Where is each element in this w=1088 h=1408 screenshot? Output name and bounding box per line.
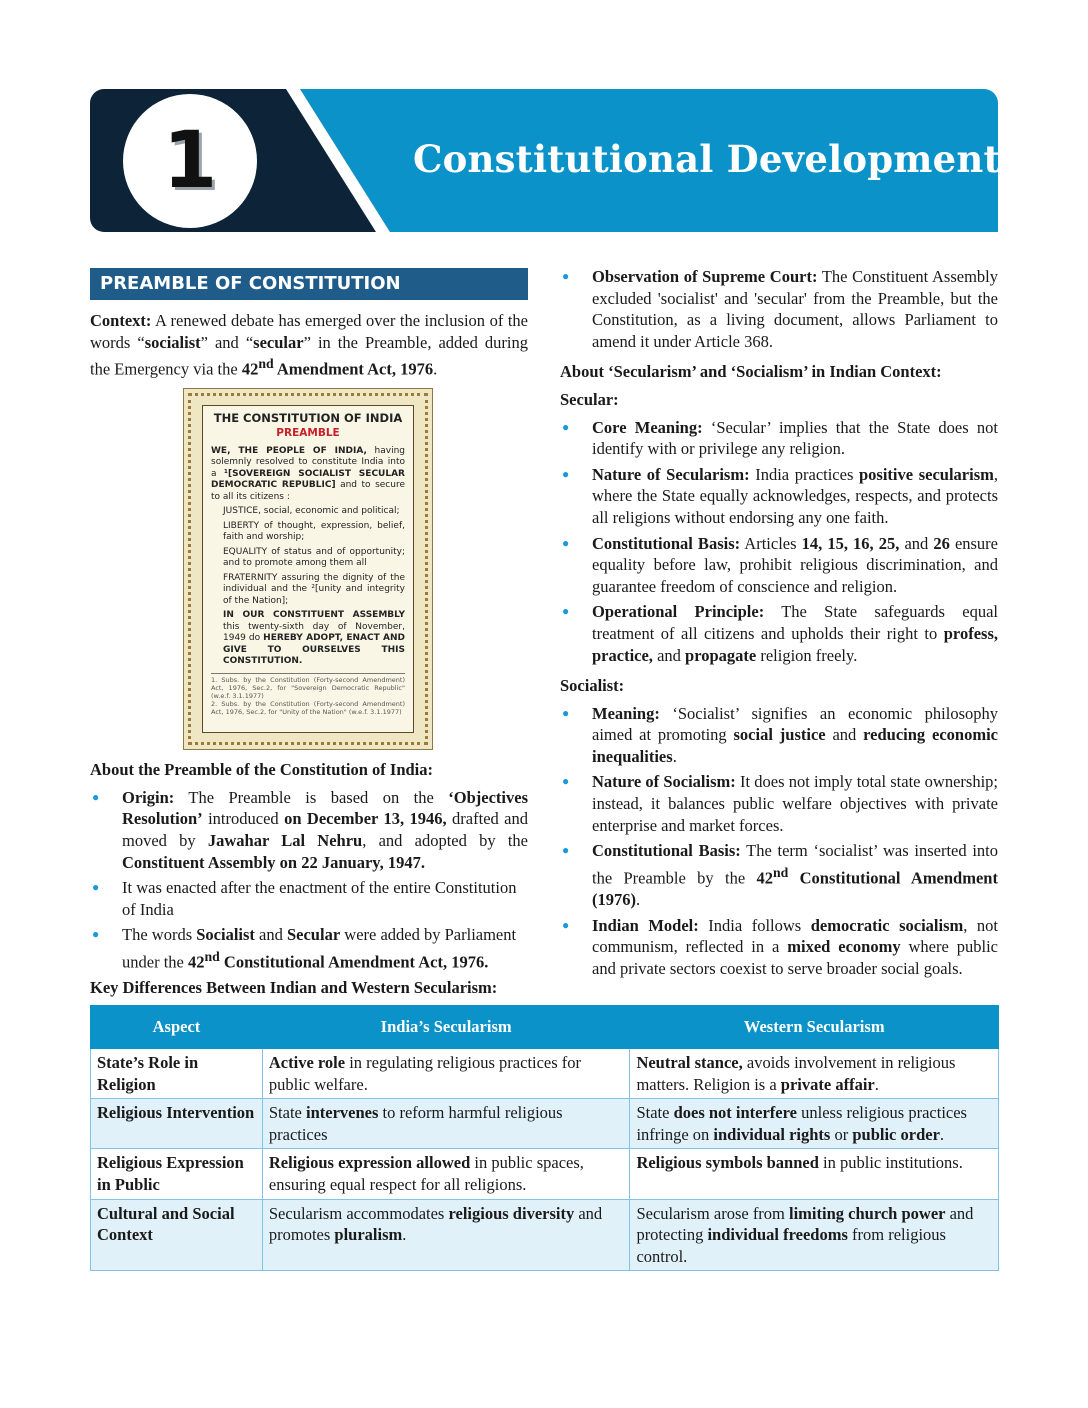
preamble-image: [183, 388, 433, 750]
context-text: A renewed debate has emerged over the inclusion of the words “: [90, 311, 528, 352]
bullet-text: .: [672, 746, 677, 766]
bullet-bold: ‘Objectives Resolution’: [122, 787, 528, 829]
cell-bold: Neutral stance,: [636, 1053, 743, 1072]
table-row: [91, 1049, 999, 1099]
cell-bold: individual rights: [713, 1124, 831, 1144]
bullet-label: Constitutional Basis:: [592, 533, 741, 553]
bullet-label: Origin:: [122, 787, 175, 807]
bullet-text: The Preamble is based on the: [174, 787, 449, 807]
preamble-intro-text: and to secure to all its citizens :: [211, 480, 405, 502]
western-cell: [630, 1099, 999, 1149]
context-text: ” and “: [200, 332, 254, 352]
bullet-text: , where the State equally acknowledges, respects, and protects all religions without endorsing any one faith.: [592, 464, 998, 527]
western-cell: [630, 1199, 999, 1271]
bullet-label: Observation of Supreme Court:: [592, 267, 818, 286]
cell-bold: individual freedoms: [707, 1225, 848, 1245]
bullet-text: ‘Secular’ implies that the State does not identify with or privilege any religion.: [592, 417, 998, 459]
context-amend: Amendment Act, 1976: [273, 359, 434, 379]
aspect-cell: Religious Intervention: [91, 1099, 263, 1149]
context-text: ” in the Preamble, added during the Emergency via the: [90, 332, 528, 379]
cell-bold: public order: [852, 1124, 940, 1144]
cell-text: and protecting: [636, 1203, 974, 1245]
cell-bold: religious diversity: [448, 1203, 575, 1223]
bullet-constitutional-basis-secular: [560, 533, 998, 598]
preamble-equality: EQUALITY of status and of opportunity; and to promote among them all: [223, 546, 405, 569]
bullet-text: and: [254, 925, 287, 945]
bullet-label: Nature of Socialism:: [592, 772, 736, 792]
bullet-bold: democratic socialism: [810, 915, 964, 935]
cell-text: in regulating religious practices for public welfare.: [268, 1053, 582, 1094]
secularism-comparison-table: [90, 1005, 999, 1271]
bullet-text: and: [899, 533, 934, 553]
context-sup: nd: [258, 356, 274, 372]
bullet-text: India follows: [698, 915, 811, 935]
secularism-socialism-heading: About ‘Secularism’ and ‘Socialism’ in Indian Context:: [560, 362, 942, 382]
bullet-origin: [90, 787, 528, 873]
context-word: secular: [253, 332, 304, 352]
column-header: India’s Secularism: [262, 1006, 630, 1049]
cell-text: Secularism arose from: [636, 1203, 790, 1223]
aspect-cell: Religious Expression in Public: [91, 1149, 263, 1199]
preamble-footnote: 2. Subs. by the Constitution (Forty-second Amendment) Act, 1976, Sec.2, for "Unity of the Nation" (w.e.f. 3.1.1977): [211, 699, 405, 716]
bullet-label: Operational Principle:: [592, 602, 765, 622]
bullet-bold: social justice: [733, 725, 826, 745]
bullet-text: and: [652, 645, 686, 665]
cell-text: or: [830, 1124, 853, 1144]
bullet-label: Meaning:: [592, 703, 660, 723]
preamble-intro-bold: WE, THE PEOPLE OF INDIA,: [211, 445, 367, 456]
bullet-bold: profess, practice,: [592, 623, 998, 665]
chapter-title: Constitutional Developments: [413, 137, 1022, 181]
section-heading: PREAMBLE OF CONSTITUTION: [90, 268, 528, 300]
cell-text: State: [636, 1103, 674, 1123]
bullet-text: Articles: [740, 533, 802, 553]
western-cell: [630, 1149, 999, 1199]
cell-bold: private affair: [780, 1074, 875, 1094]
bullet-text: The words: [122, 925, 197, 945]
cell-text: Secularism accommodates: [268, 1203, 449, 1223]
bullet-bold: 42: [756, 868, 773, 888]
preamble-fraternity: FRATERNITY assuring the dignity of the individual and the ²[unity and integrity of the Nation];: [223, 572, 405, 606]
india-cell: [262, 1149, 630, 1199]
bullet-label: Nature of Secularism:: [592, 464, 750, 484]
context-text: .: [433, 359, 438, 379]
preamble-sovereign: ¹[SOVEREIGN SOCIALIST SECULAR DEMOCRATIC REPUBLIC]: [211, 468, 405, 491]
bullet-indian-model: [560, 915, 998, 980]
india-cell: [262, 1049, 630, 1099]
bullet-label: Core Meaning:: [592, 417, 703, 437]
cell-text: State: [268, 1103, 306, 1123]
preamble-adopt: HEREBY ADOPT, ENACT AND GIVE TO OURSELVES THIS CONSTITUTION.: [223, 633, 405, 667]
bullet-text: were added by Parliament under the: [122, 925, 517, 972]
preamble-assembly-bold: IN OUR CONSTITUENT ASSEMBLY: [223, 610, 405, 621]
cell-text: to reform harmful religious practices: [268, 1103, 563, 1144]
bullet-bold: mixed economy: [787, 937, 901, 957]
cell-bold: Active role: [268, 1053, 346, 1072]
western-cell: [630, 1049, 999, 1099]
bullet-text: The Constituent Assembly excluded 'socialist' and 'secular' from the Preamble, but the Constitution, as a living document, allows Parliament to amend it under Article 368.: [592, 267, 998, 351]
cell-text: .: [874, 1074, 879, 1094]
context-word: socialist: [144, 332, 201, 352]
right-column: [560, 266, 998, 983]
preamble-intro: [211, 446, 405, 504]
bullet-text: and: [825, 725, 864, 745]
aspect-cell: Cultural and Social Context: [91, 1199, 263, 1271]
bullet-text: .: [636, 889, 641, 909]
bullet-bold: Jawahar Lal Nehru: [207, 831, 363, 851]
table-heading: Key Differences Between Indian and Western Secularism:: [90, 978, 498, 997]
cell-text: in public institutions.: [818, 1153, 963, 1173]
bullet-socialist-meaning: [560, 703, 998, 768]
bullet-bold: Constitutional Amendment (1976): [592, 868, 998, 909]
preamble-subtitle: PREAMBLE: [276, 427, 340, 440]
bullet-bold: propagate: [685, 645, 757, 665]
india-cell: [262, 1099, 630, 1149]
bullet-nature-secularism: [560, 464, 998, 529]
preamble-assembly: [211, 610, 405, 668]
preamble-text-panel: [202, 405, 414, 733]
cell-text: in public spaces, ensuring equal respect for all religions.: [268, 1153, 584, 1194]
preamble-footnote: 1. Subs. by the Constitution (Forty-second Amendment) Act, 1976, Sec.2, for "Sovereign Democratic Republic" (w.e.f. 3.1.1977): [211, 675, 405, 700]
preamble-assembly-text: this twenty-sixth day of November, 1949 do: [223, 621, 405, 644]
bullet-text: ‘Socialist’ signifies an economic philosophy aimed at promoting: [592, 703, 998, 745]
cell-text: and promotes: [268, 1203, 603, 1245]
cell-text: from religious control.: [636, 1225, 946, 1266]
preamble-title: THE CONSTITUTION OF INDIA: [213, 411, 403, 426]
table-row: [91, 1149, 999, 1199]
bullet-text: introduced: [202, 809, 285, 829]
bullet-text: drafted and moved by: [122, 809, 529, 851]
bullet-bold: Socialist: [196, 925, 255, 945]
bullet-bold: 14, 15, 16, 25,: [801, 533, 900, 553]
bullet-sup: nd: [772, 864, 789, 880]
bullet-bold: 42: [187, 952, 205, 972]
bullet-words-added: [90, 924, 528, 973]
cell-text: .: [402, 1225, 407, 1245]
context-amend: 42: [241, 359, 259, 379]
preamble-liberty: LIBERTY of thought, expression, belief, faith and worship;: [223, 520, 405, 543]
socialist-heading: Socialist:: [560, 676, 625, 696]
preamble-footnotes: [211, 673, 405, 716]
column-header: Aspect: [91, 1006, 263, 1049]
bullet-sup: nd: [204, 949, 220, 965]
cell-text: avoids involvement in religious matters. Religion is a: [636, 1053, 956, 1094]
table-row: [91, 1099, 999, 1149]
bullet-text: India practices: [749, 464, 859, 484]
bullet-bold: on December 13, 1946,: [284, 809, 447, 829]
bullet-bold: Secular: [286, 925, 341, 945]
context-label: Context:: [90, 311, 152, 330]
bullet-nature-socialism: [560, 771, 998, 836]
bullet-text: It does not imply total state ownership; instead, it balances public welfare objectives with private enterprise and market forces.: [592, 772, 999, 835]
cell-bold: does not interfere: [673, 1103, 797, 1123]
cell-text: unless religious practices infringe on: [636, 1103, 967, 1144]
india-cell: [262, 1199, 630, 1271]
bullet-core-meaning: [560, 417, 998, 460]
bullet-text: religion freely.: [756, 645, 858, 665]
table-header-row: [91, 1006, 999, 1049]
bullet-supreme-court: [560, 266, 998, 352]
bullet-text: The State safeguards equal treatment of all citizens and upholds their right to: [592, 602, 998, 643]
cell-bold: limiting church power: [789, 1203, 946, 1223]
bullet-text: The term ‘socialist’ was inserted into the Preamble by the: [592, 841, 999, 888]
bullet-text: ensure equality before law, prohibit religious discrimination, and guarantee freedom of conscience and religion.: [592, 533, 999, 596]
preamble-intro-text: having solemnly resolved to constitute India into a: [211, 445, 405, 479]
about-preamble-heading: About the Preamble of the Constitution of India:: [90, 760, 433, 780]
chapter-number: 1: [162, 116, 218, 206]
bullet-enacted: ● It was enacted after the enactment of the entire Constitution of India: [90, 877, 528, 920]
left-column: [90, 268, 528, 977]
cell-bold: pluralism: [334, 1225, 403, 1245]
bullet-bold: Constituent Assembly on 22 January, 1947.: [122, 852, 426, 872]
bullet-text: , and adopted by the: [362, 831, 528, 851]
bullet-bold: Constitutional Amendment Act, 1976.: [219, 952, 489, 972]
chapter-number-badge: [123, 94, 257, 228]
bullet-text: , not communism, reflected in a: [592, 915, 998, 957]
chapter-banner: [90, 89, 1022, 232]
bullet-constitutional-basis-socialist: [560, 840, 998, 910]
secular-heading: Secular:: [560, 389, 619, 409]
bullet-bold: reducing economic inequalities: [592, 725, 999, 766]
bullet-bold: positive secularism: [859, 464, 994, 484]
cell-bold: Religious expression allowed: [268, 1153, 471, 1173]
context-paragraph: [90, 310, 528, 380]
bullet-text: where public and private sectors coexist to serve broader social goals.: [592, 937, 998, 978]
bullet-label: Constitutional Basis:: [592, 841, 741, 861]
bullet-label: Indian Model:: [592, 915, 699, 935]
column-header: Western Secularism: [630, 1006, 999, 1049]
cell-bold: intervenes: [306, 1103, 379, 1123]
cell-bold: Religious symbols banned: [636, 1153, 819, 1173]
bullet-bold: 26: [933, 533, 950, 553]
bullet-operational-principle: [560, 601, 998, 666]
cell-text: .: [939, 1124, 945, 1144]
table-row: [91, 1199, 999, 1271]
aspect-cell: State’s Role in Religion: [91, 1049, 263, 1099]
preamble-justice: JUSTICE, social, economic and political;: [223, 506, 400, 517]
